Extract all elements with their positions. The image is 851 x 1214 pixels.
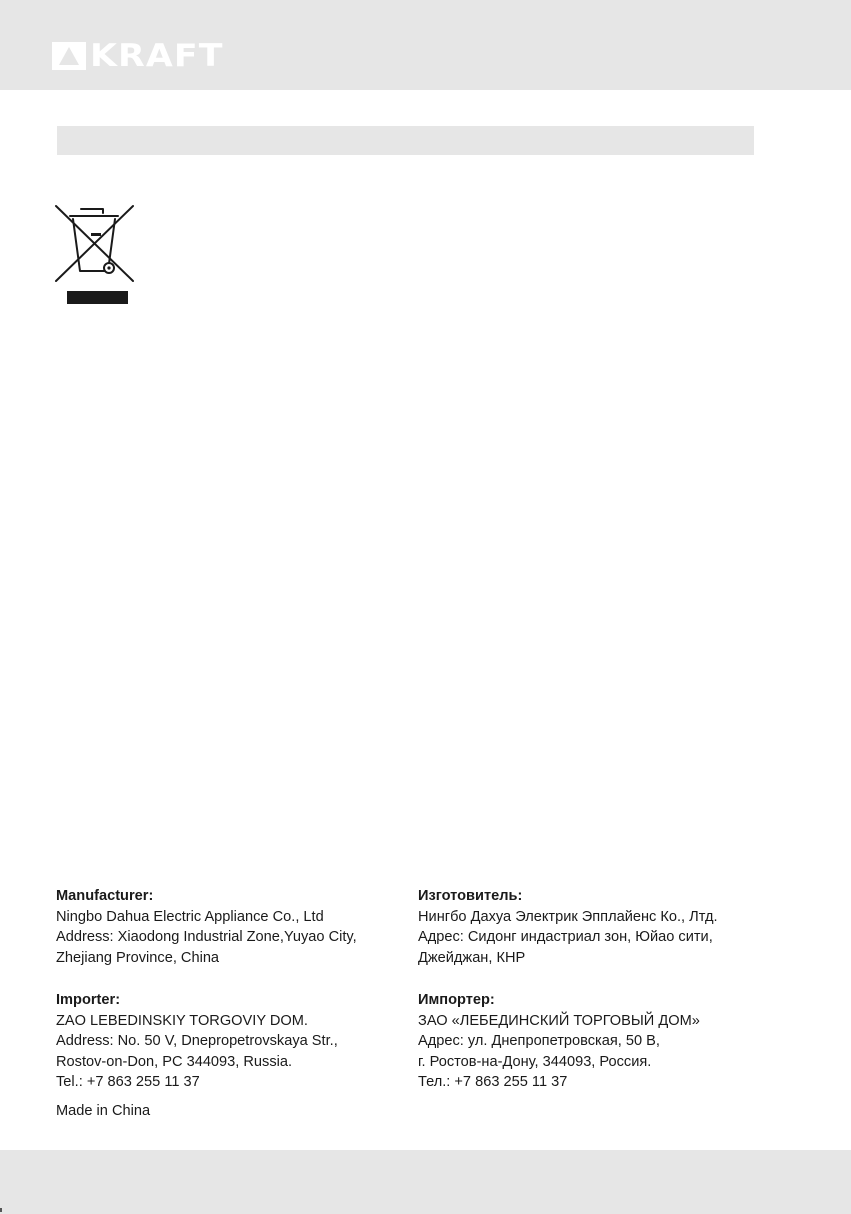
footer-mark <box>0 1208 2 1212</box>
brand-logo <box>52 38 224 74</box>
manufacturer-block-ru <box>418 886 718 968</box>
manufacturer-line-ru: Адрес: Сидонг индастриал зон, Юйао сити, <box>418 929 713 945</box>
made-in-label: Made in China <box>56 1103 151 1119</box>
importer-block-en <box>56 990 338 1093</box>
kraft-triangle-logo-icon <box>52 42 86 70</box>
manufacturer-block-en <box>56 886 357 968</box>
brand-name: KRAFT <box>90 38 224 74</box>
manufacturer-line-en: Zhejiang Province, China <box>56 949 220 966</box>
importer-heading-ru: Импортер: <box>418 992 495 1008</box>
importer-line-ru: Тел.: +7 863 255 11 37 <box>418 1074 568 1090</box>
manufacturer-line-en: Address: Xiaodong Industrial Zone,Yuyao City, <box>56 929 357 945</box>
manufacturer-line-ru: Нингбо Дахуа Электрик Эпплайенс Ко., Лтд. <box>418 908 718 925</box>
importer-line-ru: ЗАО «ЛЕБЕДИНСКИЙ ТОРГОВЫЙ ДОМ» <box>418 1012 700 1029</box>
importer-line-en: Rostov-on-Don, PC 344093, Russia. <box>56 1053 293 1070</box>
importer-block-ru <box>418 990 700 1093</box>
manufacturer-line-ru: Джейджан, КНР <box>418 949 526 966</box>
section-title-bar <box>57 126 754 155</box>
manufacturer-heading-ru: Изготовитель: <box>418 888 523 904</box>
importer-heading-en: Importer: <box>56 992 121 1008</box>
importer-line-en: ZAO LEBEDINSKIY TORGOVIY DOM. <box>56 1012 308 1029</box>
importer-line-ru: Адрес: ул. Днепропетровская, 50 В, <box>418 1033 660 1049</box>
crossed-out-wheelie-bin-icon <box>52 200 138 306</box>
manufacturer-heading-en: Manufacturer: <box>56 888 154 904</box>
manufacturer-line-en: Ningbo Dahua Electric Appliance Co., Ltd <box>56 908 324 925</box>
footer-band <box>0 1150 851 1214</box>
importer-line-en: Tel.: +7 863 255 11 37 <box>56 1074 200 1090</box>
importer-line-en: Address: No. 50 V, Dnepropetrovskaya Str., <box>56 1033 338 1049</box>
importer-line-ru: г. Ростов-на-Дону, 344093, Россия. <box>418 1053 652 1070</box>
